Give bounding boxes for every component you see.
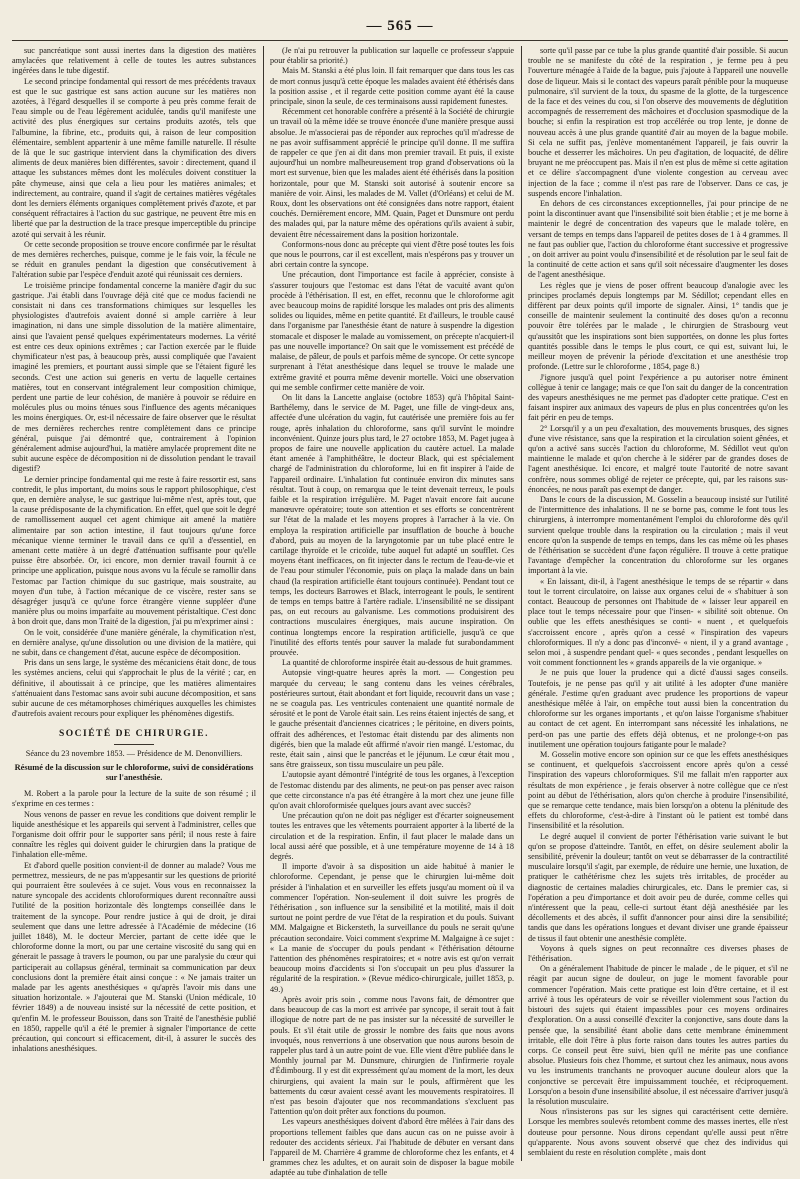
- paragraph: M. Robert a la parole pour la lecture de la suite de son résumé ; il s'exprime en ces termes :: [12, 789, 256, 809]
- paragraph: Or cette seconde proposition se trouve encore confirmée par le résultat de mes dernières recherches, puisque, comme je le fais voir, la fécule ne se réduit en granules pendant la digestion que consécutivement à l'altération subie par l'espèce d'enduit azoté qui réunissait ces derniers.: [12, 239, 256, 280]
- column-right: [528, 46, 788, 1166]
- paragraph: Voyons à quels signes on peut reconnaître ces diverses phases de l'éthérisation.: [528, 943, 788, 964]
- paragraph: Une précaution, dont l'importance est facile à apprécier, consiste à s'assurer toujours que l'estomac est dans l'état de vacuité avant qu'on procède à l'éthérisation. Il est, en effet, reconnu que le chloroforme agit avec beaucoup moins de rapidité lorsque les malades ont pris des aliments solides ou liquides, même en petite quantité. Et d'ailleurs, le trouble causé dans l'organisme par l'anesthésie étant de nature à suspendre la digestion stomacale et disposer le malade au vomissement, on précepte n'acquiert-il pas une nouvelle importance? On sait que le vomissement est précédé de malaise, de pâleur, de pouls et parfois même de syncope. Or cette syncope surprenant à l'état anesthésique dans lequel se trouve le malade une extrême gravité et pourra même devenir mortelle. Voici une observation qui me semble confirmer cette manière de voir.: [270, 270, 514, 392]
- paragraph: On le voit, considérée d'une manière générale, la chymification n'est, en dernière analyse, qu'une dissolution ou une division de la matière, qui ne subit, dans ce changement d'état, aucune espèce de décomposition.: [12, 627, 256, 657]
- paragraph: Dans le cours de la discussion, M. Gosselin a beaucoup insisté sur l'utilité de l'intermittence des inhalations. Il ne se borne pas, comme le font tous les chirurgiens, à interrompre momentanément l'emploi du chloroforme dès qu'il survient quelque trouble dans la respiration ou la circulation ; mais il veut encore qu'on la suspende de temps en temps, dans les cas même où les phases de l'éthérisation se succèdent d'une façon régulière. Il trouve à cette pratique l'avantage d'empêcher la concentration du chloroforme sur les organes important à la vie.: [528, 494, 788, 576]
- page-number: — 565 —: [366, 18, 434, 34]
- paragraph: Conformons-nous donc au précepte qui vient d'être posé toutes les fois que nous le pourrons, car il est excellent, mais n'espérons pas y trouver un abri certain contre la syncope.: [270, 239, 514, 270]
- col1-body: [12, 46, 256, 719]
- paragraph: Et d'abord quelle position convient-il de donner au malade? Vous me permettrez, messieurs, de ne pas m'appesantir sur les questions de priorité qui pourraient être soulevées à ce sujet. Vous vous en reconnaissez la nature syncopale des accidents chloroformiques durent reconnaître aussi l'utilité de la position horizontale dès longtemps conseillée dans le traitement de la syncope. Pour rendre justice à qui de droit, je dirai seulement que dans une lettre adressée à l'Académie de médecine (16 juillet 1848), M. le docteur Mercier, partant de cette idée que le chloroforme donne la mort, ou par une certaine viscosité du sang qui en génerait le passage à travers le poumon, ou par une paralysie du cœur qui participerait au collapsus général, terminait sa communication par deux conclusions dont la première était ainsi conçue : « Ne jamais traiter un malade par les agents anesthésiques « qu'après l'avoir mis dans une situation horizontale. » J'ajouterai que M. Stanski (Union médicale, 10 février 1849) a de nouveau insisté sur la nécessité de cette position, et qu'enfin M. le professeur Bouisson, dans son Traité de l'anesthésie publié en 1850, rappelle qu'il a été le premier à signaler l'importance de cette précaution, qui concourt si efficacement, dit-il, à assurer le succès des inhalations anesthésiques.: [12, 860, 256, 1054]
- col2-body: [270, 46, 514, 1179]
- column-left: [12, 46, 256, 1166]
- paragraph: 2° Lorsqu'il y a un peu d'exaltation, des mouvements brusques, des signes d'une vive résistance, sans que la respiration et la circulation soient gênées, et qu'on a activé sans succès l'action du chloroforme, M. Sédillot veut qu'on maintienne le malade et qu'on cherche à le sidérer par de grandes doses de l'agent anesthésique. Ici encore, et malgré toute l'autorité de notre savant confrère, nous sommes obligé de rejeter ce précepte, qui, par les raisons sus-énoncées, ne nous paraît pas exempt de danger.: [528, 423, 788, 494]
- paragraph: Le troisième principe fondamental concerne la manière d'agir du suc gastrique. J'ai établi dans l'ouvrage déjà cité que ce modus faciendi ne consistait ni dans ces transformations chimiques sur lesquelles les physiologistes d'autrefois avaient donné si ample carrière à leur imagination, ni dans une simple dissolution de la matière alimentaire, ainsi que l'avaient pensé quelques expérimentateurs modernes. La vérité est entre ces deux opinions extrêmes ; car l'action exercée par le fluide chymificateur n'est pas, à beaucoup près, aussi compliquée que l'avaient imaginé les premiers, et pourtant aussi simple que se l'étaient figuré les seconds. C'est une action sui generis en vertu de laquelle certaines matières, tout en conservant intégralement leur composition chimique, perdent une partie de leur cohésion, de manière à pouvoir se réduire en molécules plus ou moins ténues sous l'influence des agents mécaniques les moins énergiques. Or, est-il nécessaire de faire observer que le résultat de mes dernières recherches rentre complètement dans ce principe général, puisque j'ai démontré que, contrairement à l'opinion généralement admise aujourd'hui, la matière amylacée proprement dite ne subit aucune espèce de décomposition ni de dissolution pendant le travail digestif?: [12, 280, 256, 474]
- paragraph: « En laissant, dit-il, à l'agent anesthésique le temps de se répartir « dans tout le torrent circulatoire, on laisse aux organes celui de « s'habituer à son contact. Beaucoup de personnes ont l'habitude de « laisser leur appareil en place tout le temps nécessaire pour que l'insen- « sibilité soit obtenue. On oublie que les effets anesthésiques se conti- « nuent , et quelquefois s'accroissent encore , après qu'on a cessé « l'inspiration des vapeurs chloroformiques. Il n'y a donc pas d'inconvé- « nient, il y a grand avantage , selon moi , à suspendre pendant quel- « ques secondes , pendant lesquelles on voit comment fonctionnent les « grands appareils de la vie organique. »: [528, 576, 788, 668]
- paragraph: On a généralement l'habitude de pincer le malade , de le piquer, et s'il ne réagit par aucun signe de douleur, on juge le moment favorable pour commencer l'opération. Mais cette pratique est loin d'être certaine, et il est arrivé à tous les opérateurs de voir se réveiller violemment sous l'action du bistouri des sujets qui étaient impassibles pour ces moyens ordinaires d'exploration. On a aussi conseillé d'exciter la conjonctive, sans doute dans la pensée que, la sensibilité étant abolie dans cette membrane éminemment irritable, elle doit l'être à plus forte raison dans toutes les autres parties du corps. Ce conseil peut être suivi, bien qu'il ne mérite pas une confiance absolue. Plusieurs fois chez l'homme, et surtout chez les animaux, nous avons vu les instruments tranchants ne provoquer aucune douleur alors que la conjonctive se percevait être impuissamment touchée, et réciproquement. Lorsqu'on a besoin d'une insensibilité absolue, il est nécessaire d'arriver jusqu'à la résolution musculaire.: [528, 964, 788, 1106]
- paragraph: L'autopsie ayant démontré l'intégrité de tous les organes, à l'exception de l'estomac distendu par des aliments, ne peut-on pas penser avec raison que cette circonstance n'a pas été étrangère à la mort chez une jeune fille qu'on avait chloroformisée quelques jours avant avec succès?: [270, 770, 514, 811]
- paragraph: (Je n'ai pu retrouver la publication sur laquelle ce professeur s'appuie pour établir sa priorité.): [270, 46, 514, 66]
- paragraph: Nous n'insisterons pas sur les signes qui caractérisent cette dernière. Lorsque les membres soulevés retombent comme des masses inertes, elle n'est douteuse pour personne. Nous dirons cependant qu'elle aussi peut n'être qu'apparente. Nous avons souvent observé que chez des individus qui semblaient du reste en résolution complète , mais dont: [528, 1107, 788, 1157]
- paragraph: Les vapeurs anesthésiques doivent d'abord être mêlées à l'air dans des proportions tellement faibles que dans aucun cas on ne puisse avoir à redouter des accidents sérieux. J'ai l'habitude de débuter en versant dans l'appareil de M. Charrière 4 gramme de chloroforme chez les enfants, et 4 grammes chez les adultes, et on aurait soin de disposer la bague mobile adaptée au tube d'inhalation de telle: [270, 1117, 514, 1178]
- resume-title: Résumé de la discussion sur le chloroforme, suivi de considérations sur l'anesthésie.: [14, 762, 254, 783]
- col1-body-2: [12, 789, 256, 1054]
- paragraph: Mais M. Stanski a été plus loin. Il fait remarquer que dans tous les cas de mort connus jusqu'à cette époque les malades avaient été éthérisés dans la position assise , et il regarde cette position comme ayant été la cause principale, sinon la seule, de ces terminaisons aussi rapidement funestes.: [270, 66, 514, 107]
- paragraph: Le second principe fondamental qui ressort de mes précédents travaux est que le suc gastrique est sans action aucune sur les matières non azotées, à l'égard desquelles il se comporte à peu près comme ferait de l'eau simple ou de l'eau légèrement acidulée, tandis qu'il manifeste une activité des plus énergiques sur certains produits azotés, tels que l'albumine, la fibrine, etc., produits qui, à raison de leur composition élémentaire, semblent appartenir à une même famille naturelle. Il résulte de là que le suc gastrique intervient dans la chymification des divers aliments de deux manières bien différentes, savoir : directement, quand il attaque les substances mêmes dont les molécules doivent constituer la pâte chymeuse, ainsi que cela a lieu pour les matières animales; et indirectement, au contraire, quand il s'agit de certaines matières végétales dont les derniers éléments organiques complètement privés d'azote, et par conséquent réfractaires à l'action du suc gastrique, ne peuvent être mis en liberté que par la destruction de la trace presque imperceptible du principe azoté qui servait à les réunir.: [12, 76, 256, 239]
- paragraph: Le degré auquel il convient de porter l'éthérisation varie suivant le but qu'on se propose d'atteindre. Tantôt, en effet, on désire seulement abolir la sensibilité, prévenir la douleur; tantôt on veut se débarrasser de la contractilité musculaire lorsqu'il s'agit, par exemple, de réduire une hernie, une luxation, de pratiquer le cathétérisme chez les sujets très irritables, de procéder au diagnostic de certaines maladies chirurgicales, etc. Dans le premier cas, si l'opération a peu d'importance et doit avoir peu de durée, comme celles qui n'intéressent que la peau, celle-ci surtout étant déjà anesthésiée par les décollements et des abcès, il suffit d'annoncer pour ainsi dire la sensibilité; tandis que dans les opérations longues et devant diviser une grande épaisseur de tissus il faut obtenir une anesthésie complète.: [528, 831, 788, 943]
- paragraph: Après avoir pris soin , comme nous l'avons fait, de démontrer que dans beaucoup de cas la mort est arrivée par syncope, il serait tout à fait illogique de notre part de ne pas insister sur la nécessité de surveiller le pouls. Et s'il était utile de grossir le nombre des faits que nous avons invoqués, nous renverrions à une observation que nous aurons besoin de rappeler plus tard à un autre point de vue. Elle vient d'être publiée dans le Monthly journal par M. Dunsmure, chirurgien de l'infirmerie royale d'Édimbourg. Il y est dit expressément qu'au moment de la mort, les deux chirurgiens, qui avaient la main sur le pouls, affirmèrent que les battements du cœur avaient cessé avant les mouvements respiratoires. Il n'est pas besoin d'ajouter que nos recommandations s'excluent pas l'attention qu'on doit prêter aux fonctions du poumon.: [270, 994, 514, 1117]
- paragraph: sorte qu'il passe par ce tube la plus grande quantité d'air possible. Si aucun trouble ne se manifeste du côté de la respiration , je ferme peu à peu l'ouverture ménagée à l'aide de la bague, puis j'ajoute à l'appareil une nouvelle dose de liqueur. Mais si le contact des vapeurs paraît pénible pour la muqueuse pulmonaire, s'il survient de la toux, du spasme de la glotte, de la turgescence de la face et des veines du cou, si l'on observe des mouvements de déglutition accompagnés de resserrement des mâchoires et d'occlusion spasmodique de la bouche; si enfin la respiration est trop accélérée ou trop lente, je donne de nouveau accès à une plus grande quantité d'air au moyen de la bague mobile. Si cela ne suffit pas, j'enlève momentanément l'appareil, je fais ouvrir la bouche et desserrer les mâchoires. Un peu d'agitation, de loquacité, de délire bruyant ne me préoccupent pas. Mais il n'en est plus de même si cette agitation et ce délire s'accompagnent d'une violente congestion au cerveau avec injection de la face ; comme il n'est pas rare de l'observer. Dans ce cas, je suspends encore l'inhalation.: [528, 46, 788, 198]
- seance-line: Séance du 23 novembre 1853. — Présidence de M. Denonvilliers.: [25, 748, 243, 758]
- paragraph: J'ignore jusqu'à quel point l'expérience a pu autoriser notre éminent collègue à tenir ce langage; mais ce que l'on sait du danger de la concentration des vapeurs anesthésiques ne me permet pas d'adopter cette pratique. C'est en faisant inspirer aux animaux des vapeurs de plus en plus concentrées qu'on les fait périr en peu de temps.: [528, 372, 788, 423]
- paragraph: M. Gosselin motive encore son opinion sur ce que les effets anesthésiques se continuent, et quelquefois s'accroissent encore après qu'on a cessé l'inspiration des vapeurs chloroformiques. S'il me fallait m'en rapporter aux résultats de mon expérience , je ferais observer à notre collègue que ce n'est point au début de l'éthérisation, alors qu'on cherche à produire l'insensibilité, que se remarque cette tendance, mais bien lorsqu'on a obtenu la plénitude des effets du chloroforme, c'est-à-dire à l'instant où le patient est tombé dans l'insensibilité et la résolution.: [528, 750, 788, 831]
- paragraph: Je ne puis que louer la prudence qui a dicté d'aussi sages conseils. Toutefois, je ne pense pas qu'il y ait utilité à les adopter d'une manière générale. J'estime qu'en graduant avec prudence les proportions de vapeur anesthésique mêlée à l'air, on empêche tout aussi bien la concentration du chloroforme sur les organes importants , et qu'on laisse l'organisme s'habituer au contact de cet agent. En interrompant sans nécessité les inhalations, ne perd-on pas une partie des effets déjà obtenus, et ne prolonge-t-on pas inutilement une opération toujours fatigante pour le malade?: [528, 668, 788, 749]
- paragraph: Une précaution qu'on ne doit pas négliger est d'écarter soigneusement toutes les entraves que les vêtements pourraient apporter à la liberté de la circulation et de la respiration. Enfin, il faut placer le malade dans un local aussi aéré que possible, et à une température moyenne de 14 à 18 degrés.: [270, 811, 514, 862]
- top-rule: [12, 40, 788, 41]
- column-divider: [263, 46, 264, 1161]
- column-middle: [270, 46, 514, 1178]
- col3-body: [528, 46, 788, 1158]
- paragraph: La quantité de chloroforme inspirée était au-dessous de huit grammes.: [282, 658, 513, 668]
- paragraph: On lit dans la Lancette anglaise (octobre 1853) qu'à l'hôpital Saint-Barthélemy, dans le service de M. Paget, une fille de vingt-deux ans, affectée d'une ulcération du vagin, fut cautérisée une première fois au fer rouge, après inhalation du chloroforme, sans qu'il survînt le moindre inconvénient. Quinze jours plus tard, le 27 octobre 1853, M. Paget jugea à propos de faire une nouvelle application du cautère actuel. La malade étant amenée à l'amphithéâtre, le docteur Black, qui est spécialement chargé de l'administration du chloroforme, lui en fit inspirer à l'aide de l'appareil ordinaire. L'inhalation fut continuée environ dix minutes sans résultat. Tout à coup, on remarqua que le teint devenait terreux, le pouls faible et la respiration irrégulière. M. Paget n'avait encore fait aucune manœuvre opératoire; toute son attention et ses efforts se concentrèrent sur l'état de la malade et les moyens propres à l'arracher à la vie. On employa la respiration artificielle par insufflation de bouche à bouche d'abord, puis au moyen de la laryngotomie par un tube placé entre le cartilage thyroïde et le cricoïde, tube auquel fut adapté un soufflet. Ces moyens étant inefficaces, on fit injecter dans le rectum de l'eau-de-vie et de l'eau pour stimuler l'économie, puis on plaça la malade dans un bain chaud (la respiration artificielle étant toujours continuée). Pendant tout ce temps, les docteurs Barrowes et Black, interrogeant le pouls, le sentirent de temps en temps battre à l'artère radiale. L'insensibilité ne se dissipant pas, on eut recours au galvanisme. Les commotions produisirent des contractions musculaires énergiques, mais aucune inspiration. On continua longtemps encore la respiration artificielle, jusqu'à ce que l'inutilité des efforts tentés pour sauver la malade fut surabondamment prouvée.: [270, 392, 514, 657]
- section-title: SOCIÉTÉ DE CHIRURGIE.: [12, 729, 256, 744]
- paragraph: Les règles que je viens de poser offrent beaucoup d'analogie avec les principes proclamés depuis longtemps par M. Sédillot; cependant elles en diffèrent par deux points qu'il importe de signaler. Ainsi, 1° tandis que je conseille de maintenir seulement la continuité des doses qu'on a reconnu pouvoir être tolérées par le malade , le chirurgien de Strasbourg veut qu'aussitôt que les inspirations sont bien supportées, on donne les plus fortes quantités possible dans le temps le plus court, ce qui est, suivant lui, le meilleur moyen de prévenir la période d'excitation et une anesthésie trop profonde. (Lettre sur le chloroforme , 1854, page 8.): [528, 280, 788, 372]
- paragraph: suc pancréatique sont aussi inertes dans la digestion des matières amylacées que relativement à celle de toutes les autres substances ingérées dans le tube digestif.: [12, 46, 256, 76]
- paragraph: Autopsie vingt-quatre heures après la mort. — Congestion peu marquée du cerveau; le sang contenu dans les veines cérébrales, postérieures surtout, était abondant et fort liquide, recouvrit dans un vase ; ne se coagula pas. Les ventricules contenaient une quantité normale de sérosité et le pont de Varole était sain. Les reins étaient injectés de sang, et le gauche présentait d'anciennes cicatrices ; le péritoine, en divers points, offrait des adhérences, et l'estomac était distendu par des aliments non digérés, bien que la malade eût affirmé n'avoir rien mangé. L'estomac, du reste, était sain , ainsi que le pancréas et le jéjunum. Le cœur était mou , sans être graisseux, son tissu musculaire un peu pâle.: [270, 668, 514, 770]
- column-divider: [521, 46, 522, 1161]
- paragraph: Récemment cet honorable confrère a présenté à la Société de chirurgie un travail où la même idée se trouve énoncée d'une manière presque aussi absolue. Je m'associerai pas de réponder aux reproches qu'il m'adresse de ne pas avoir suffisamment apprécié le principe qu'il donne. Il me suffira de rappeler ce que j'en ai dit dans mon premier travail. Et puis, il existe aujourd'hui un nombre malheureusement trop grand d'observations où la mort est survenue, bien que les malades aient été éthérisés dans la position horizontale, pour que M. Stanski soit autorisé à soutenir encore sa manière de voir. Ainsi, les malades de M. Vallet (d'Orléans) et celui de M. Roux, dont les observations ont été consignées dans notre rapport, étaient couchés. Dernièrement encore, MM. Quain, Paget et Dunsmure ont perdu des malades qui, par la nature même des opérations qu'ils avaient à subir, devaient être nécessairement dans la position horizontale.: [270, 107, 514, 239]
- paragraph: Pris dans un sens large, le système des mécaniciens était donc, de tous les systèmes anciens, celui qui s'approchait le plus de la vérité ; car, en définitive, il aboutissait à ce principe, que les matières alimentaires s'atténuaient dans l'estomac sans avoir subi aucune décomposition, et sans subir aucune de ces métamorphoses chimériques auxquelles les chimistes d'autrefois avaient recours pour expliquer les phénomènes digestifs.: [12, 658, 256, 719]
- paragraph: Nous venons de passer en revue les conditions que doivent remplir le liquide anesthésique et les appareils qui servent à l'administrer, celles que l'organisme doit offrir pour le supporter sans péril; il nous reste à faire connaître les règles qui doivent guider le chirurgien dans la pratique de l'inhalation elle-même.: [12, 809, 256, 860]
- paragraph: Il importe d'avoir à sa disposition un aide habitué à manier le chloroforme. Cependant, je pense que le chirurgien lui-même doit présider à l'inhalation et en surveiller les effets jusqu'au moment où il va commencer l'opération. Non-seulement il doit suivre les progrès de l'éthérisation , son influence sur la sensibilité et la motilité, mais il doit surtout ne point perdre de vue l'état de la respiration et du pouls. Suivant MM. Malgaigne et Bickersteth, la surveillance du pouls ne serait qu'une précaution secondaire. Voici comment s'exprime M. Malgaigne à ce sujet : « La manie de s'occuper du pouls pendant « l'éthérisation détourne l'attention des phénomènes respiratoires; et « notre avis est qu'on verrait beaucoup moins d'accidents si l'on s'occupait un peu plus d'assurer la régularité de la respiration. » (Revue médico-chirurgicale, juillet 1853, p. 49.): [270, 862, 514, 994]
- paragraph: En dehors de ces circonstances exceptionnelles, j'ai pour principe de ne point la discontinuer avant que l'insensibilité soit bien établie ; et je me borne à maintenir le degré de concentration des vapeurs que le malade tolère, en versant de temps en temps dans l'appareil de petites doses de 1 à 4 grammes. Il ne faut pas oublier que, l'action du chloroforme étant successive et progressive , on doit arriver au point voulu d'insensibilité et de résolution par le seul fait de la continuité de cette action et sans qu'il soit nécessaire d'augmenter les doses de l'agent anesthésique.: [528, 199, 788, 280]
- paragraph: Le dernier principe fondamental qui me reste à faire ressortir est, sans contredit, le plus important, du moins sous le rapport philosophique, c'est que, en dernière analyse, le suc gastrique lui-même n'est, après tout, que la cause prédisposante de la chymification. En effet, quel que soit le degré de ramollissement auquel cet agent chimique ait amené la matière alimentaire par son action intestine, il faut toujours qu'une force mécanique vienne terminer le travail dans ce qu'il a d'essentiel, en amenant cette matière à un degré d'atténuation suffisante pour qu'elle puisse être absorbée. Or, ici encore, mon dernier travail fournit à ce principe une application, puisque nous avons vu la fécule se ramollir dans l'estomac par l'action chimique du suc gastrique, mais soustraite, au moyen d'un tube, à l'action mécanique de ce viscère, rester sans se désagréger jusqu'à ce qu'une force étrangère vienne suppléer d'une manière plus ou moins imparfaite au mouvement péristaltique. C'est donc à bon droit que, dans mon Traité de la digestion, j'ai pu m'exprimer ainsi :: [12, 474, 256, 627]
